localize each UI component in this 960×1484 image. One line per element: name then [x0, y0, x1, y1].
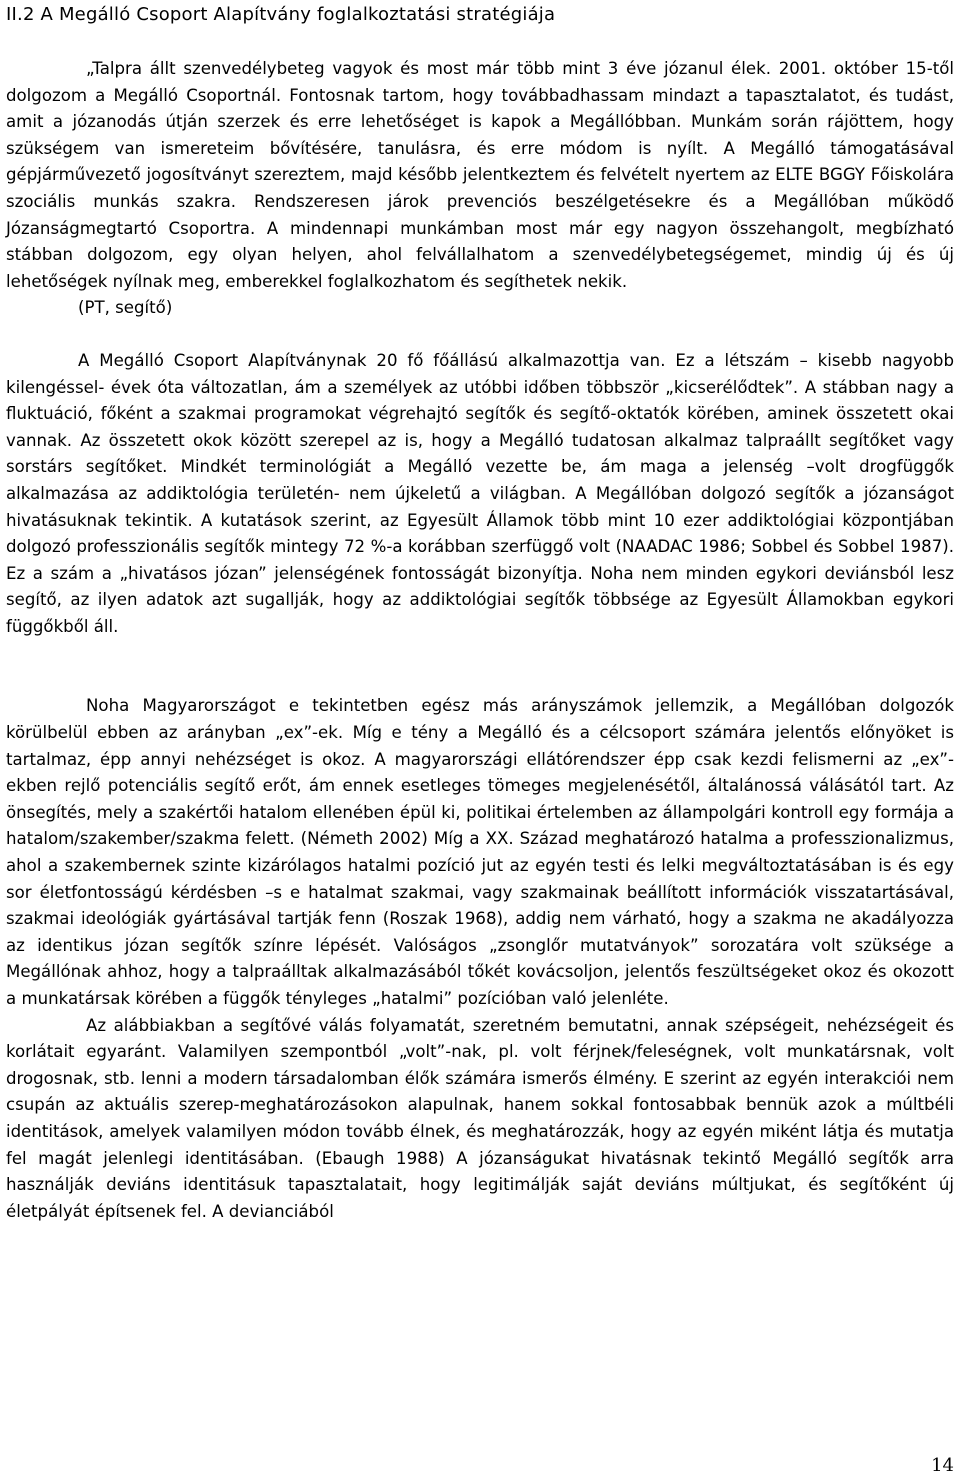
- quote-paragraph: „Talpra állt szenvedélybeteg vagyok és most már több mint 3 éve józanul élek. 2001. október 15-től dolgozom a Megálló Csoportnál. Fontosnak tartom, hogy továbbadhassam mindazt a tapasztalatot, és tudást, amit a józanodás útján szerzek és erre lehetőséget is kapok a Megállóbban. Munkám során rájöttem, hogy szükségem van ismereteim bővítésére, tanulásra, és erre módom is nyílt. A Megálló támogatásával gépjárművezető jogosítványt szereztem, majd később jelentkeztem és felvételt nyertem az ELTE BGGY Főiskolára szociális munkás szakra. Rendszeresen járok prevenciós beszélgetésekre és a Megállóban működő Józanságmegtartó Csoportra. A mindennapi munkámban most már egy nagyon összehangolt, megbízható stábban dolgozom, egy olyan helyen, ahol felvállalhatom a szenvedélybetegségemet, mindig új és új lehetőségek nyílnak meg, emberekkel foglalkozhatom és segíthetek nekik.: [6, 59, 954, 291]
- body-paragraph-3: Az alábbiakban a segítővé válás folyamatát, szeretném bemutatni, annak szépségeit, nehézségeit és korlátait egyaránt. Valamilyen szempontból „volt”-nak, pl. volt férjnek/feleségnek, volt munkatársnak, volt drogosnak, stb. lenni a modern társadalomban élők számára ismerős élmény. E szerint az egyén interakciói nem csupán az aktuális szerep-meghatározásokon alapulnak, hanem sokkal fontosabbak bennük azok a múltbéli identitások, amelyek valamilyen módon tovább élnek, és meghatározzák, hogy az egyén miként látja és mutatja fel magát jelenlegi identitásában. (Ebaugh 1988) A józanságukat hivatásnak tekintő Megálló segítők arra használják deviáns identitásuk tapasztalatait, hogy legitimálják saját deviáns múltjukat, és segítőként új életpályát építsenek fel. A devianciából: [6, 1015, 954, 1221]
- body-paragraph-2: Noha Magyarországot e tekintetben egész más arányszámok jellemzik, a Megállóban dolgozók körülbelül ebben az arányban „ex”-ek. Míg e tény a Megálló és a célcsoport számára jelentős előnyöket is tartalmaz, épp annyi nehézséget is okoz. A magyarországi ellátórendszer épp csak kezdi felismerni az „ex”-ekben rejlő potenciális segítő erőt, ám ennek esetleges tömeges megjelenésétől, általánossá válásától tart. Az önsegítés, mely a szakértői hatalom ellenében épül ki, politikai értelemben az állampolgári kontroll egy formája a hatalom/szakember/szakma felett. (Németh 2002) Míg a XX. Század meghatározó hatalma a professzionalizmus, ahol a szakembernek szinte kizárólagos hatalmi pozíció jut az egyén testi és lelki megváltoztatásában is és egy sor életfontosságú kérdésben –s e hatalmat szakmai, vagy szakmainak beállított információk visszatartásával, szakmai ideológiák gyártásával tartják fenn (Roszak 1968), addig nem várható, hogy a szakma ne akadályozza az identikus józan segítők színre lépését. Valóságos „zsonglőr mutatványok” sorozatára volt szüksége a Megállónak ahhoz, hogy a talpraálltak alkalmazásából tőkét kovácsoljon, jelentős feszültségeket okoz és okozott a munkatársak körében a függők tényleges „hatalmi” pozícióban való jelenléte.: [6, 696, 954, 1008]
- quote-signature: (PT, segítő): [78, 298, 173, 318]
- page-number: 14: [931, 1455, 954, 1476]
- section-heading: II.2 A Megálló Csoport Alapítvány foglalkoztatási stratégiája: [6, 4, 556, 25]
- document-page: [6, 0, 954, 1225]
- body-paragraph-1: A Megálló Csoport Alapítványnak 20 fő főállású alkalmazottja van. Ez a létszám – kisebb nagyobb kilengéssel- évek óta változatlan, ám a személyek az utóbbi időben többször „kicserélődtek”. A stábban nagy a fluktuáció, főként a szakmai programokat végrehajtó segítők és segítő-oktatók körében, aminek összetett okai vannak. Az összetett okok között szerepel az is, hogy a Megálló tudatosan alkalmaz talpraállt segítőket vagy sorstárs segítőket. Mindkét terminológiát a Megálló vezette be, ám maga a jelenség –volt drogfüggők alkalmazása az addiktológia területén- nem újkeletű a világban. A Megállóban dolgozó segítők a józanságot hivatásuknak tekintik. A kutatások szerint, az Egyesült Államok több mint 10 ezer addiktológiai központjában dolgozó professzionális segítők mintegy 72 %-a korábban szerfüggő volt (NAADAC 1986; Sobbel és Sobbel 1987). Ez a szám a „hivatásos józan” jelenségének fontosságát bizonyítja. Noha nem minden egykori deviánsból lesz segítő, az ilyen adatok azt sugallják, hogy az addiktológiai segítők többsége az Egyesült Államokban egykori függőkből áll.: [6, 350, 954, 636]
